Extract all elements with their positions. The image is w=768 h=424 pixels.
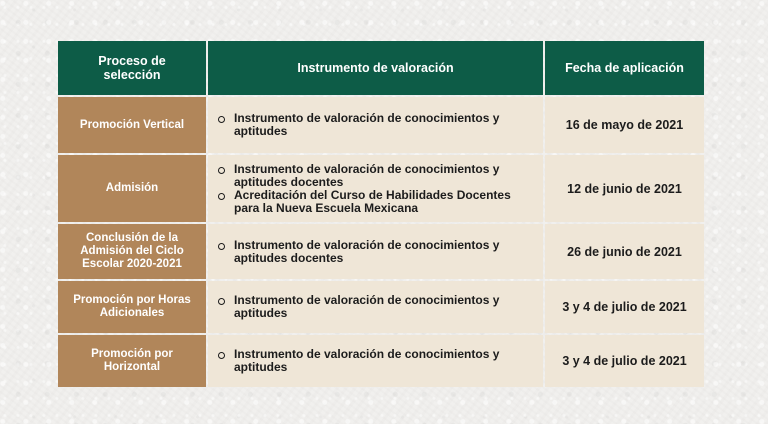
fecha-label: 12 de junio de 2021	[567, 181, 682, 196]
proceso-label: Promoción Vertical	[79, 118, 185, 131]
row-instrumentos	[208, 335, 543, 387]
row-fecha	[545, 224, 704, 279]
fecha-label: 3 y 4 de julio de 2021	[562, 300, 687, 314]
instrument-item	[218, 348, 533, 374]
proceso-label: Promoción por Horas Adicionales	[73, 294, 191, 319]
instrument-item	[218, 189, 533, 215]
proceso-label: Promoción por Horizontal	[91, 348, 173, 373]
instrument-item	[218, 163, 533, 189]
instrument-list	[218, 348, 533, 374]
bullet-icon	[218, 352, 225, 359]
row-proceso	[58, 281, 206, 333]
schedule-table	[58, 41, 704, 387]
header-proceso-label: Proceso de selección	[98, 54, 166, 82]
instrument-item	[218, 294, 533, 320]
instrument-list	[218, 112, 533, 138]
instrument-text: Instrumento de valoración de conocimientos y aptitudes docentes	[234, 237, 500, 265]
row-fecha	[545, 335, 704, 387]
header-proceso	[58, 41, 206, 95]
header-instrumento	[208, 41, 543, 95]
fecha-label: 26 de junio de 2021	[567, 244, 682, 259]
row-proceso	[58, 97, 206, 153]
bullet-icon	[218, 193, 225, 200]
instrument-list	[218, 239, 533, 265]
row-fecha	[545, 155, 704, 222]
instrument-text: Acreditación del Curso de Habilidades Docentes para la Nueva Escuela Mexicana	[234, 187, 511, 215]
bullet-icon	[218, 243, 225, 250]
bullet-icon	[218, 116, 225, 123]
header-instrumento-label: Instrumento de valoración	[297, 61, 454, 75]
row-proceso	[58, 335, 206, 387]
row-fecha	[545, 281, 704, 333]
instrument-text: Instrumento de valoración de conocimientos y aptitudes	[234, 111, 500, 138]
header-fecha	[545, 41, 704, 95]
header-fecha-label: Fecha de aplicación	[565, 61, 684, 75]
instrument-item	[218, 239, 533, 265]
row-instrumentos	[208, 97, 543, 153]
fecha-label: 3 y 4 de julio de 2021	[562, 354, 687, 368]
instrument-item	[218, 112, 533, 138]
fecha-label: 16 de mayo de 2021	[565, 118, 684, 132]
bullet-icon	[218, 298, 225, 305]
bullet-icon	[218, 167, 225, 174]
row-instrumentos	[208, 224, 543, 279]
instrument-text: Instrumento de valoración de conocimientos y aptitudes	[234, 293, 500, 320]
instrument-text: Instrumento de valoración de conocimientos y aptitudes docentes	[234, 161, 500, 189]
proceso-label: Admisión	[105, 182, 159, 194]
proceso-label: Conclusión de la Admisión del Ciclo Escolar 2020-2021	[80, 232, 184, 270]
row-fecha	[545, 97, 704, 153]
instrument-text: Instrumento de valoración de conocimientos y aptitudes	[234, 347, 500, 374]
instrument-list	[218, 294, 533, 320]
row-instrumentos	[208, 155, 543, 222]
row-proceso	[58, 155, 206, 222]
instrument-list	[218, 163, 533, 215]
row-proceso	[58, 224, 206, 279]
row-instrumentos	[208, 281, 543, 333]
